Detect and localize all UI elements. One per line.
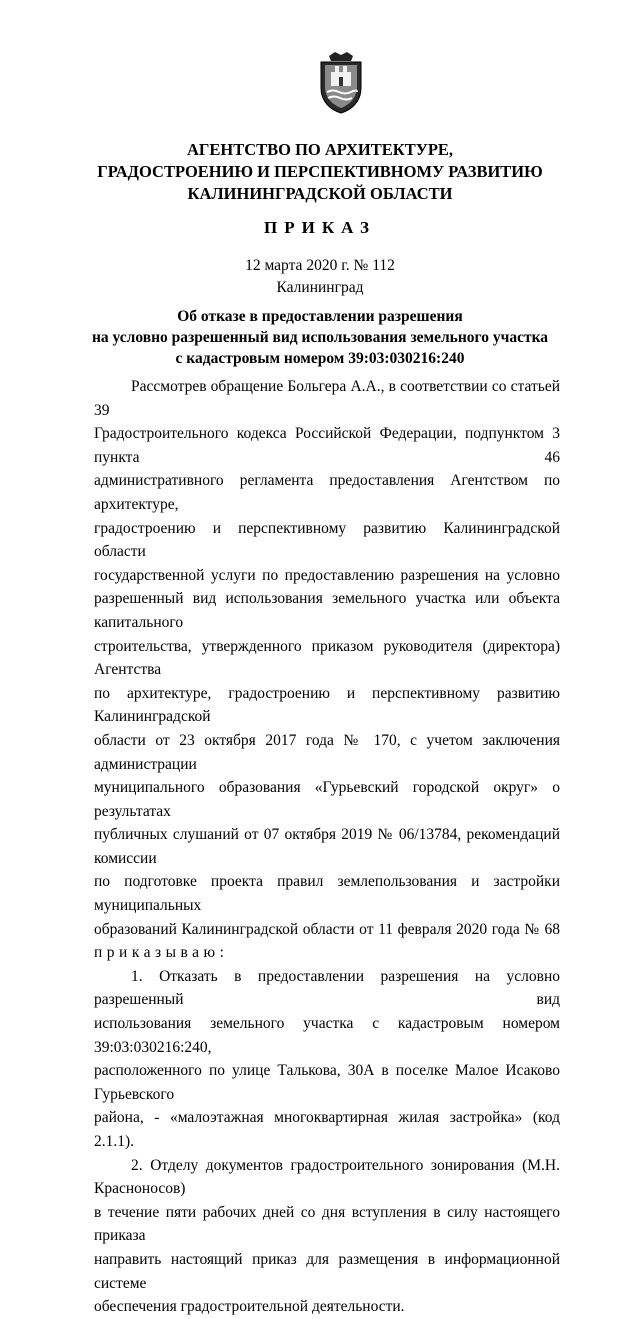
- body-line: по подготовке проекта правил землепользования и застройки муниципальных: [94, 873, 560, 915]
- document-body: [94, 375, 560, 1319]
- body-line: по архитектуре, градостроению и перспективному развитию Калининградской: [94, 684, 560, 726]
- body-line: обеспечения градостроительной деятельности.: [94, 1298, 405, 1316]
- body-line: образований Калининградской области от 11 февраля 2020 года № 68: [94, 920, 560, 938]
- body-line: Градостроительного кодекса Российской Федерации, подпунктом 3 пункта 46: [94, 425, 560, 466]
- body-line: 2. Отделу документов градостроительного зонирования (М.Н. Красноносов): [94, 1156, 560, 1198]
- body-line: Рассмотрев обращение Больгера А.А., в соответствии со статьей 39: [94, 378, 560, 419]
- body-line: района, - «малоэтажная многоквартирная жилая застройка» (код 2.1.1).: [94, 1109, 560, 1150]
- agency-title-line: КАЛИНИНГРАДСКОЙ ОБЛАСТИ: [187, 184, 453, 203]
- agency-title: [0, 139, 640, 205]
- body-line: публичных слушаний от 07 октября 2019 № 06/13784, рекомендаций комиссии: [94, 826, 560, 867]
- body-line: административного регламента предоставления Агентством по архитектуре,: [94, 472, 560, 513]
- subject-line: на условно разрешенный вид использования земельного участка: [91, 329, 549, 346]
- body-line: разрешенный вид использования земельного участка или объекта капитального: [94, 590, 560, 631]
- coat-of-arms-emblem: [315, 50, 367, 114]
- body-line: области от 23 октября 2017 года № 170, с учетом заключения администрации: [94, 731, 560, 773]
- body-line: использования земельного участка с кадастровым номером 39:03:030216:240,: [94, 1015, 560, 1056]
- body-line: строительства, утвержденного приказом руководителя (директора) Агентства: [94, 637, 560, 679]
- subject-line: с кадастровым номером 39:03:030216:240: [175, 350, 465, 367]
- subject-heading: [0, 306, 640, 369]
- body-line: муниципального образования «Гурьевский городской округ» о результатах: [94, 779, 560, 820]
- subject-line: Об отказе в предоставлении разрешения: [177, 308, 463, 325]
- body-line: в течение пяти рабочих дней со дня вступления в силу настоящего приказа: [94, 1203, 560, 1245]
- body-line: расположенного по улице Талькова, 30А в поселке Малое Исаково Гурьевского: [94, 1062, 560, 1103]
- body-line: 1. Отказать в предоставлении разрешения на условно разрешенный вид: [94, 967, 560, 1009]
- agency-title-line: ГРАДОСТРОЕНИЮ И ПЕРСПЕКТИВНОМУ РАЗВИТИЮ: [97, 162, 543, 181]
- date-and-location: [0, 255, 640, 299]
- date-number: 12 марта 2020 г. № 112: [245, 257, 395, 274]
- agency-title-line: АГЕНТСТВО ПО АРХИТЕКТУРЕ,: [186, 140, 454, 159]
- body-line: государственной услуги по предоставлению разрешения на условно: [94, 566, 560, 584]
- body-line: приказываю:: [94, 944, 229, 962]
- document-type-heading: ПРИКАЗ: [264, 218, 376, 237]
- city: Калининград: [276, 279, 364, 296]
- body-line: направить настоящий приказ для размещения в информационной системе: [94, 1250, 560, 1292]
- body-line: градостроению и перспективному развитию Калининградской области: [94, 519, 560, 561]
